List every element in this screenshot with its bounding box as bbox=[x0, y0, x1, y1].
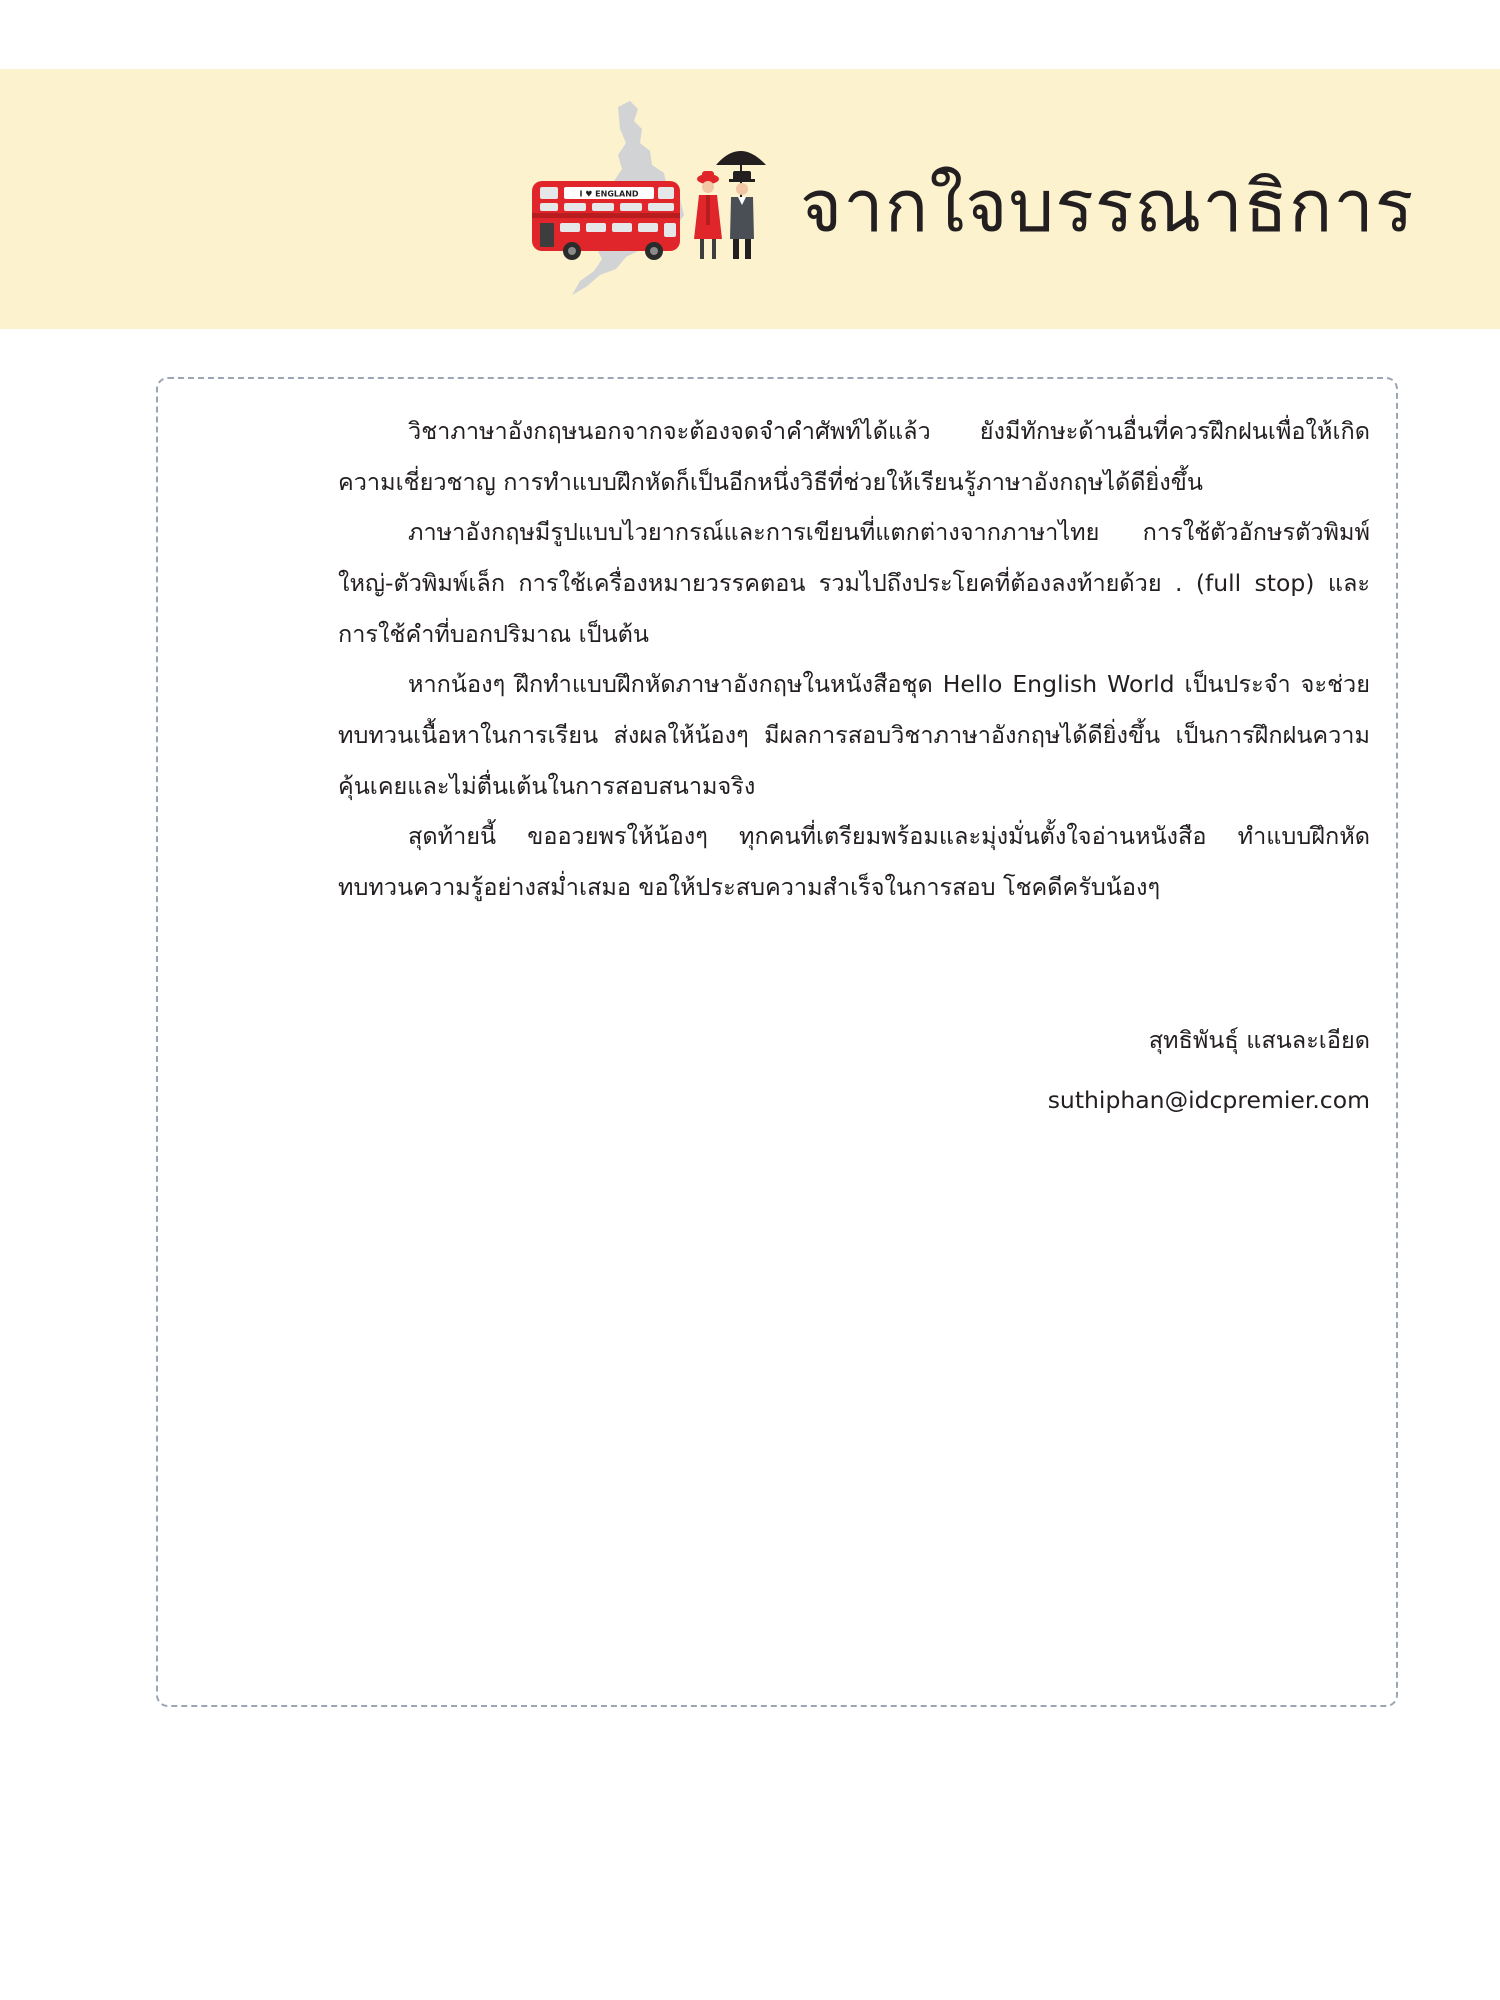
svg-text:I ♥ ENGLAND: I ♥ ENGLAND bbox=[579, 189, 639, 199]
lady-figure-icon bbox=[694, 171, 722, 259]
paragraph: วิชาภาษาอังกฤษนอกจากจะต้องจดจำคำศัพท์ได้แล้ว ยังมีทักษะด้านอื่นที่ควรฝึกฝนเพื่อให้เกิดความเชี่ยวชาญ การทำแบบฝึกหัดก็เป็นอีกหนึ่งวิธีที่ช่วยให้เรียนรู้ภาษาอังกฤษได้ดียิ่งขึ้น bbox=[338, 417, 1370, 496]
paragraph: หากน้องๆ ฝึกทำแบบฝึกหัดภาษาอังกฤษในหนังสือชุด Hello English World เป็นประจำ จะช่วยทบทวนเนื้อหาในการเรียน ส่งผลให้น้องๆ มีผลการสอบวิชาภาษาอังกฤษได้ดียิ่งขึ้น เป็นการฝึกฝนความคุ้นเคยและไม่ตื่นเต้นในการสอบสนามจริง bbox=[338, 670, 1370, 800]
paragraph: ภาษาอังกฤษมีรูปแบบไวยากรณ์และการเขียนที่แตกต่างจากภาษาไทย การใช้ตัวอักษรตัวพิมพ์ใหญ่-ตัวพิมพ์เล็ก การใช้เครื่องหมายวรรคตอน รวมไปถึงประโยคที่ต้องลงท้ายด้วย . (full stop) และการใช้คำที่บอกปริมาณ เป็นต้น bbox=[338, 518, 1370, 648]
england-illustration bbox=[530, 99, 770, 299]
signature-email: suthiphan@idcpremier.com bbox=[1047, 1086, 1370, 1114]
gentleman-with-umbrella-icon bbox=[716, 151, 766, 259]
page-title: จากใจบรรณาธิการ bbox=[800, 164, 1415, 248]
editorial-body bbox=[338, 406, 1370, 913]
header-banner bbox=[0, 69, 1500, 329]
paragraph: สุดท้ายนี้ ขออวยพรให้น้องๆ ทุกคนที่เตรียมพร้อมและมุ่งมั่นตั้งใจอ่านหนังสือ ทำแบบฝึกหัดทบทวนความรู้อย่างสม่ำเสมอ ขอให้ประสบความสำเร็จในการสอบ โชคดีครับน้องๆ bbox=[338, 822, 1370, 901]
double-decker-bus-icon bbox=[532, 181, 680, 260]
signature-name: สุทธิพันธุ์ แสนละเอียด bbox=[1148, 1026, 1370, 1054]
signature-block bbox=[1048, 1010, 1370, 1130]
